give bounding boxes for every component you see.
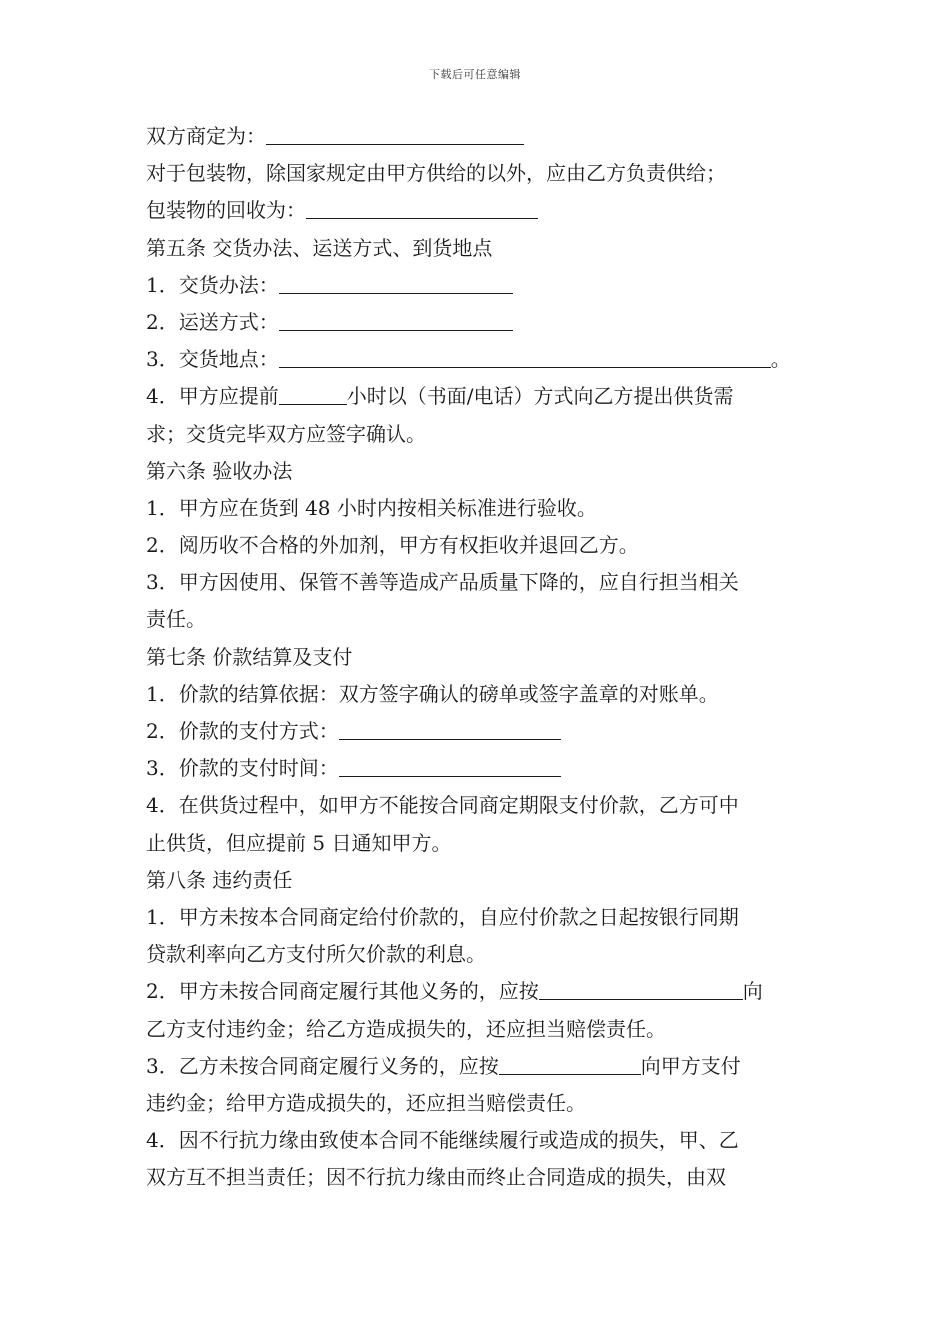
document-line	[146, 601, 810, 638]
line-text: 4．甲方应提前	[146, 384, 279, 409]
line-text: 1．甲方应在货到 48 小时内按相关标准进行验收。	[146, 495, 597, 520]
line-text: 1．交货办法：	[146, 272, 279, 297]
document-line	[146, 862, 810, 899]
line-text: 3．甲方因使用、保管不善等造成产品质量下降的，应自行担当相关	[146, 570, 739, 595]
line-text: 2．甲方未按合同商定履行其他义务的，应按	[146, 979, 539, 1004]
document-line	[146, 118, 810, 155]
document-line	[146, 527, 810, 564]
line-text: 3．乙方未按合同商定履行义务的，应按	[146, 1053, 499, 1078]
document-body	[146, 118, 810, 1196]
line-text-tail: 。	[770, 347, 791, 372]
line-text: 第七条 价款结算及支付	[146, 644, 353, 669]
document-line	[146, 1159, 810, 1196]
line-text: 违约金；给甲方造成损失的，还应担当赔偿责任。	[146, 1090, 586, 1115]
line-text: 1．价款的结算依据：双方签字确认的磅单或签字盖章的对账单。	[146, 681, 719, 706]
line-text: 2．阅历收不合格的外加剂，甲方有权拒收并退回乙方。	[146, 533, 639, 558]
document-line	[146, 416, 810, 453]
line-text: 止供货，但应提前 5 日通知甲方。	[146, 830, 452, 855]
document-line	[146, 639, 810, 676]
line-text: 贷款利率向乙方支付所欠价款的利息。	[146, 942, 486, 967]
line-text-tail: 向甲方支付	[640, 1053, 741, 1078]
fill-in-blank	[499, 1052, 641, 1075]
fill-in-blank	[279, 271, 513, 294]
line-text-tail: 向	[742, 979, 763, 1004]
line-text: 2．运送方式：	[146, 309, 279, 334]
document-line	[146, 787, 810, 824]
document-line	[146, 825, 810, 862]
line-text: 双方互不担当责任；因不行抗力缘由而终止合同造成的损失，由双	[146, 1165, 726, 1190]
document-line	[146, 453, 810, 490]
line-text: 3．价款的支付时间：	[146, 756, 339, 781]
line-text: 1．甲方未按本合同商定给付价款的，自应付价款之日起按银行同期	[146, 904, 739, 929]
document-line	[146, 1085, 810, 1122]
fill-in-blank	[339, 754, 561, 777]
line-text: 乙方支付违约金；给乙方造成损失的，还应担当赔偿责任。	[146, 1016, 666, 1041]
document-line	[146, 1011, 810, 1048]
document-line	[146, 676, 810, 713]
document-line	[146, 973, 810, 1010]
fill-in-blank	[279, 308, 513, 331]
document-line	[146, 899, 810, 936]
fill-in-blank	[539, 977, 743, 1000]
document-line	[146, 378, 810, 415]
line-text: 求；交货完毕双方应签字确认。	[146, 421, 426, 446]
line-text: 责任。	[146, 607, 206, 632]
line-text: 2．价款的支付方式：	[146, 719, 339, 743]
document-line	[146, 155, 810, 192]
document-line	[146, 230, 810, 267]
line-text: 4．因不行抗力缘由致使本合同不能继续履行或造成的损失，甲、乙	[146, 1128, 739, 1153]
document-line	[146, 564, 810, 601]
fill-in-blank	[306, 196, 538, 219]
document-line	[146, 936, 810, 973]
document-line	[146, 267, 810, 304]
line-text: 双方商定为：	[146, 124, 266, 148]
document-line	[146, 1122, 810, 1159]
document-line	[146, 1048, 810, 1085]
document-line	[146, 304, 810, 341]
document-line	[146, 192, 810, 229]
document-line	[146, 713, 810, 750]
fill-in-blank	[339, 717, 561, 740]
fill-in-blank	[266, 122, 524, 145]
fill-in-blank	[279, 382, 347, 405]
line-text: 3．交货地点：	[146, 347, 279, 372]
line-text: 4．在供货过程中，如甲方不能按合同商定期限支付价款，乙方可中	[146, 793, 739, 818]
line-text: 第八条 违约责任	[146, 867, 293, 892]
line-text-tail: 小时以（书面/电话）方式向乙方提出供货需	[346, 384, 734, 409]
fill-in-blank	[279, 345, 771, 368]
line-text: 第五条 交货办法、运送方式、到货地点	[146, 235, 493, 260]
document-line	[146, 750, 810, 787]
line-text: 第六条 验收办法	[146, 458, 293, 483]
page-header: 下载后可任意编辑	[429, 68, 521, 81]
line-text: 包装物的回收为：	[146, 198, 306, 223]
line-text: 对于包装物，除国家规定由甲方供给的以外，应由乙方负责供给；	[146, 161, 726, 186]
document-line	[146, 490, 810, 527]
document-line	[146, 341, 810, 378]
